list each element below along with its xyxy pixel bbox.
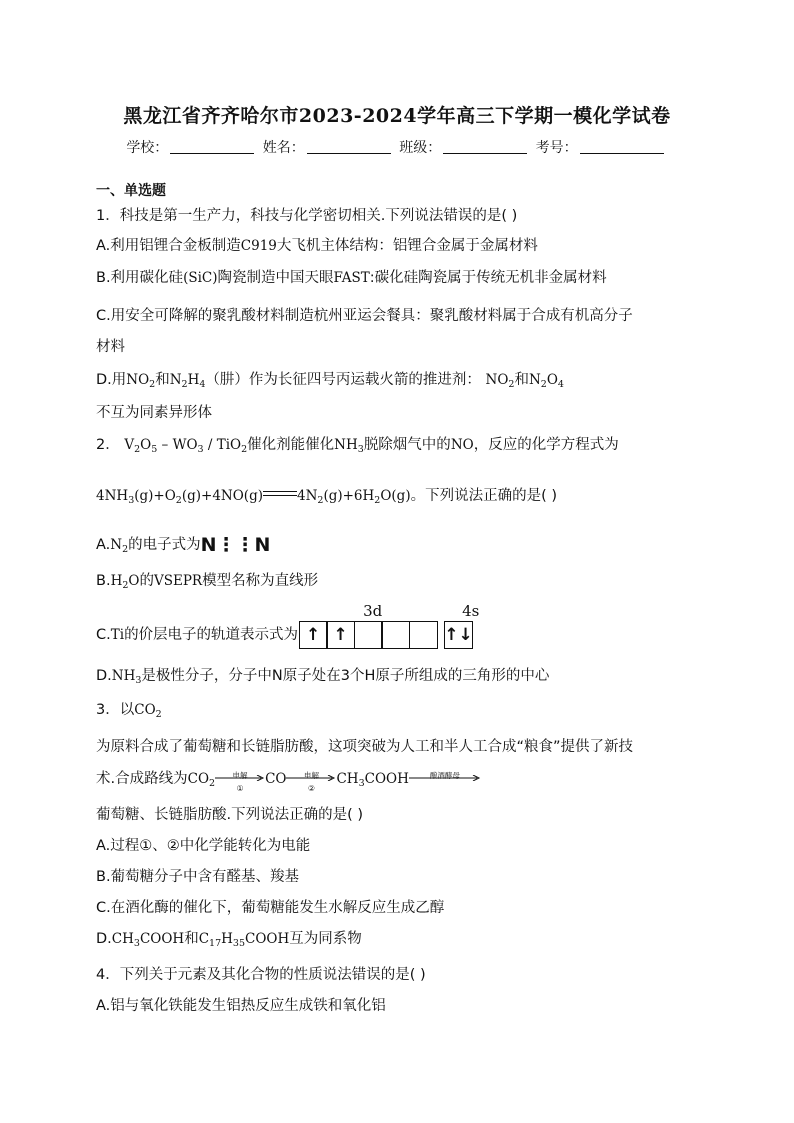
q3-stem bbox=[96, 700, 162, 720]
q2-a-label: A. bbox=[96, 537, 111, 553]
orbital-3d-3 bbox=[354, 621, 383, 649]
orbital-3d-4 bbox=[381, 621, 410, 649]
q2-text2: 脱除烟气中的 bbox=[363, 437, 451, 453]
arrow-yeast bbox=[409, 769, 481, 787]
q1-b-text3: :碳化硅陶瓷属于传统无机非金属材料 bbox=[369, 270, 607, 286]
q1-option-d bbox=[96, 370, 564, 390]
q1-d-text4: 和 bbox=[514, 372, 529, 388]
q2-option-d bbox=[96, 666, 549, 686]
q1-b-text: B.利用碳化硅 bbox=[96, 270, 184, 286]
formula-no2-b: $NO_2$ bbox=[485, 372, 515, 390]
q1-b-formula: (SiC) bbox=[183, 270, 218, 286]
class-label: 班级： bbox=[399, 140, 442, 156]
equation-right: $4N_2(g)+6H_2O(g)$ bbox=[296, 488, 411, 506]
q2-number: 2． bbox=[96, 437, 120, 453]
student-info-row bbox=[0, 137, 794, 157]
school-blank[interactable] bbox=[170, 139, 254, 154]
equal-sign bbox=[263, 490, 297, 498]
q2-option-a bbox=[96, 535, 270, 555]
q1-a-text2: 大飞机主体结构：铝锂合金属于金属材料 bbox=[276, 238, 538, 254]
q3-d-label: D. bbox=[96, 931, 112, 947]
q1-d-text2: 和 bbox=[155, 372, 170, 388]
formula-catalyst: $V_2O_5 - WO_3 / TiO_2$ bbox=[124, 437, 248, 455]
q2-b-formula: VSEPR bbox=[153, 573, 203, 589]
school-label: 学校： bbox=[126, 140, 169, 156]
orbital-label-3d: 3d bbox=[363, 602, 383, 620]
exam-no-label: 考号： bbox=[535, 140, 578, 156]
q1-option-c-cont: 材料 bbox=[96, 339, 125, 355]
q2-d-text: 是极性分子，分子中N原子处在3个H原子所组成的三角形的中心 bbox=[141, 668, 550, 684]
orbital-3d-5 bbox=[409, 621, 438, 649]
formula-no2: $NO_2$ bbox=[126, 372, 156, 390]
q4-stem: 4．下列关于元素及其化合物的性质说法错误的是( ) bbox=[96, 967, 426, 983]
q1-option-a bbox=[96, 236, 538, 256]
orbital-3d-1: ↑ bbox=[299, 621, 328, 649]
q2-d-label: D. bbox=[96, 668, 112, 684]
formula-c17h35cooh: $C_{17}H_{35}COOH$ bbox=[198, 931, 290, 949]
name-label: 姓名： bbox=[262, 140, 305, 156]
q2-c-formula: Ti bbox=[110, 627, 125, 643]
route-ch3cooh: $CH_3COOH$ bbox=[336, 771, 409, 789]
q2-option-c bbox=[96, 602, 480, 649]
q2-eq-text: 。下列说法正确的是( ) bbox=[410, 488, 558, 504]
q3-route-text: 术.合成路线为 bbox=[96, 771, 188, 787]
electron-formula-n2: N⋮⋮N bbox=[200, 534, 271, 556]
q1-a-text: A.利用铝锂合金板制造 bbox=[96, 238, 241, 254]
formula-n2: $N_2$ bbox=[110, 537, 129, 555]
q3-route bbox=[96, 769, 481, 793]
q3-option-c: C.在酒化酶的催化下，葡萄糖能发生水解反应生成乙醇 bbox=[96, 900, 445, 916]
q3-d-text: 和 bbox=[184, 931, 199, 947]
orbital-3d-2: ↑ bbox=[326, 621, 355, 649]
formula-co2: $CO_2$ bbox=[134, 702, 162, 720]
formula-n2o4: $N_2O_4$ bbox=[528, 372, 564, 390]
formula-nh3: $NH_3$ bbox=[334, 437, 364, 455]
q1-d-text3: （肼）作为长征四号丙运载火箭的推进剂： bbox=[205, 372, 481, 388]
q1-option-d-cont: 不互为同素异形体 bbox=[96, 405, 212, 421]
q2-a-text: 的电子式为 bbox=[128, 537, 201, 553]
formula-h2o: $H_2O$ bbox=[110, 573, 140, 591]
formula-ch3cooh: $CH_3COOH$ bbox=[111, 931, 185, 949]
equation-left: $4NH_3(g)+O_2(g)+4NO(g)$ bbox=[96, 488, 263, 506]
route-co2: $CO_2$ bbox=[187, 771, 216, 789]
q2-equation bbox=[96, 486, 557, 506]
section-heading: 一、单选题 bbox=[96, 183, 166, 199]
q2-text: 催化剂能催化 bbox=[247, 437, 335, 453]
q2-c-text: 的价层电子的轨道表示式为 bbox=[124, 627, 299, 643]
q4-option-a: A.铝与氧化铁能发生铝热反应生成铁和氧化铝 bbox=[96, 998, 386, 1014]
q3-text: 3．以 bbox=[96, 702, 135, 718]
class-blank[interactable] bbox=[443, 139, 527, 154]
arrow-electrolysis-2 bbox=[286, 769, 336, 793]
arrow2-step: ② bbox=[307, 784, 316, 793]
q1-d-text: D.用 bbox=[96, 372, 127, 388]
formula-no: NO bbox=[450, 437, 474, 453]
q3-stem-2: 为原料合成了葡萄糖和长链脂肪酸，这项突破为人工和半人工合成“粮食”提供了新技 bbox=[96, 739, 634, 755]
q2-b-text2: 模型名称为直线形 bbox=[202, 573, 319, 589]
q2-c-label: C. bbox=[96, 627, 111, 643]
q2-b-label: B. bbox=[96, 573, 111, 589]
arrow1-label: 电解 bbox=[232, 771, 248, 780]
q3-option-d bbox=[96, 929, 362, 949]
orbital-4s: ↑↓ bbox=[444, 621, 473, 649]
arrow-electrolysis-1 bbox=[215, 769, 265, 793]
q3-option-b: B.葡萄糖分子中含有醛基、羧基 bbox=[96, 869, 300, 885]
formula-nh3-b: $NH_3$ bbox=[111, 668, 142, 686]
arrow2-label: 电解 bbox=[303, 771, 319, 780]
arrow3-label: 酿酒酵母 bbox=[429, 771, 460, 780]
name-blank[interactable] bbox=[307, 139, 391, 154]
q2-text3: ，反应的化学方程式为 bbox=[473, 437, 619, 453]
exam-no-blank[interactable] bbox=[580, 139, 664, 154]
q3-d-text2: 互为同系物 bbox=[289, 931, 362, 947]
route-co: CO bbox=[265, 771, 287, 787]
q1-option-b bbox=[96, 268, 607, 288]
q1-option-c: C.用安全可降解的聚乳酸材料制造杭州亚运会餐具：聚乳酸材料属于合成有机高分子 bbox=[96, 308, 633, 324]
q3-option-a: A.过程①、②中化学能转化为电能 bbox=[96, 838, 311, 854]
q1-a-formula: C919 bbox=[240, 238, 277, 254]
formula-n2h4: $N_2H_4$ bbox=[169, 372, 206, 390]
q2-option-b bbox=[96, 571, 318, 591]
exam-title: 黑龙江省齐齐哈尔市2023-2024学年高三下学期一模化学试卷 bbox=[123, 105, 671, 127]
q3-stem-4: 葡萄糖、长链脂肪酸.下列说法正确的是( ) bbox=[96, 807, 364, 823]
q2-stem bbox=[96, 435, 619, 455]
arrow1-step: ① bbox=[236, 784, 244, 793]
q1-b-formula2: FAST bbox=[333, 270, 370, 286]
q1-b-text2: 陶瓷制造中国天眼 bbox=[217, 270, 334, 286]
q2-b-text: 的 bbox=[139, 573, 154, 589]
orbital-diagram bbox=[300, 602, 480, 649]
q1-stem: 1．科技是第一生产力，科技与化学密切相关.下列说法错误的是( ) bbox=[96, 208, 518, 224]
orbital-label-4s: 4s bbox=[462, 602, 480, 620]
